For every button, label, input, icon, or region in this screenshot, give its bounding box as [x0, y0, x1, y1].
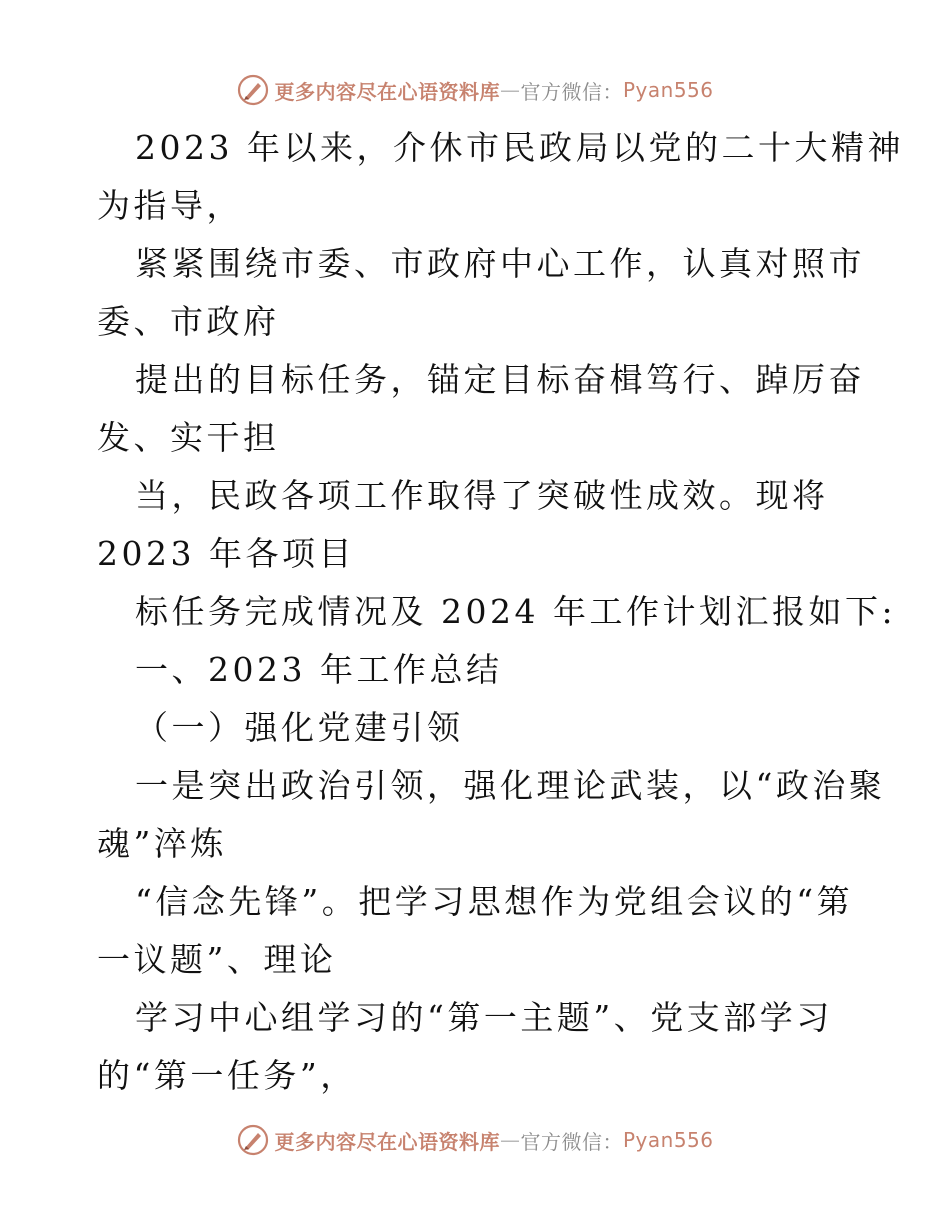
header-watermark: [0, 70, 950, 110]
text-line: 学习中心组学习的“第一主题”、党支部学习: [135, 998, 833, 1037]
text-line: 的“第一任务”，: [97, 1056, 357, 1095]
text-line: 一议题”、理论: [97, 940, 337, 979]
footer-watermark: [0, 1120, 950, 1160]
text-line: 2023 年以来，介休市民政局以党的二十大精神: [135, 128, 904, 167]
text-line: 委、市政府: [97, 302, 280, 341]
text-line: “信念先锋”。把学习思想作为党组会议的“第: [135, 882, 854, 921]
watermark-wechat-label: 官方微信：: [520, 1129, 623, 1154]
text-line: 提出的目标任务，锚定目标奋楫笃行、踔厉奋: [135, 360, 865, 399]
text-line: 为指导，: [97, 186, 243, 225]
watermark-separator: —: [499, 78, 521, 102]
watermark-handle: Pyan556: [622, 78, 714, 102]
text-line: 魂”淬炼: [97, 824, 227, 863]
text-line: 标任务完成情况及 2024 年工作计划汇报如下:: [135, 592, 897, 631]
section-heading: 一、2023 年工作总结: [135, 650, 503, 689]
text-line: 一是突出政治引领，强化理论武装，以“政治聚: [135, 766, 886, 805]
text-line: 2023 年各项目: [97, 534, 355, 573]
watermark-separator: —: [499, 1128, 521, 1152]
pen-logo-icon: [236, 1123, 270, 1157]
text-line: 当，民政各项工作取得了突破性成效。现将: [135, 476, 829, 515]
subsection-heading: （一）强化党建引领: [135, 708, 464, 747]
pen-logo-icon: [236, 73, 270, 107]
watermark-brand: 更多内容尽在心语资料库: [274, 79, 500, 104]
watermark-wechat-label: 官方微信：: [520, 79, 623, 104]
text-line: 紧紧围绕市委、市政府中心工作，认真对照市: [135, 244, 865, 283]
watermark-brand: 更多内容尽在心语资料库: [274, 1129, 500, 1154]
text-line: 发、实干担: [97, 418, 280, 457]
watermark-handle: Pyan556: [622, 1128, 714, 1152]
